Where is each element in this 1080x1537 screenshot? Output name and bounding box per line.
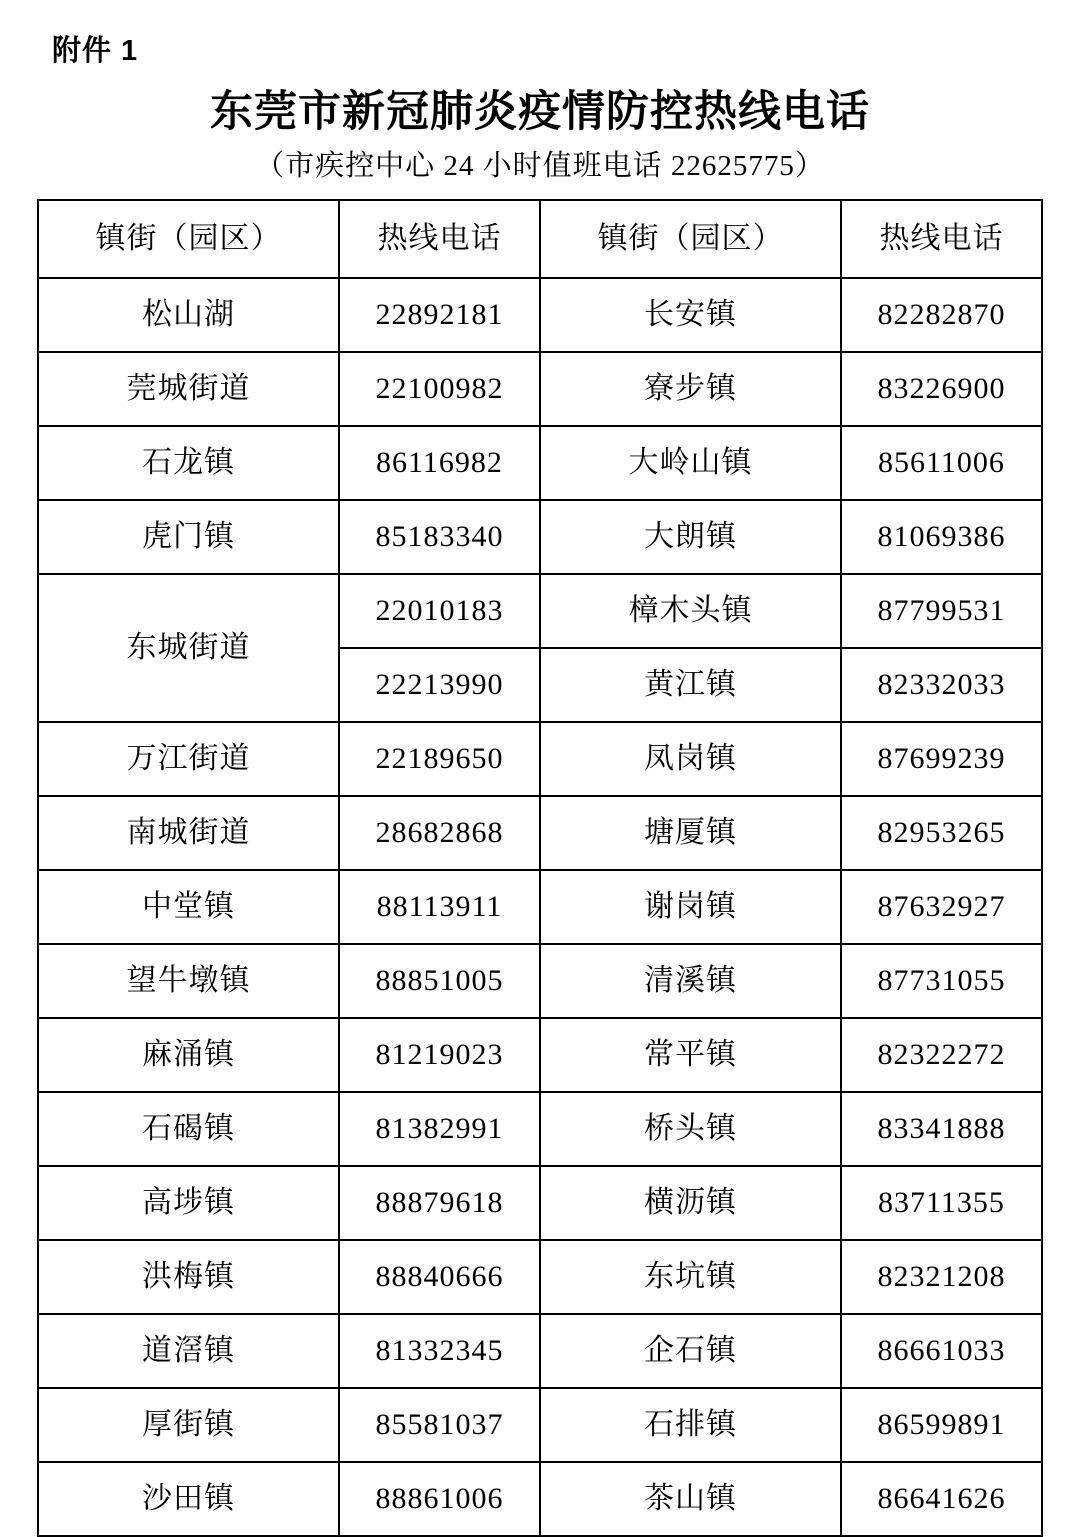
cell-town-left: 沙田镇 — [38, 1462, 339, 1536]
table-row — [38, 500, 1042, 574]
cell-town-right: 长安镇 — [540, 278, 841, 352]
table-row — [38, 1018, 1042, 1092]
table-row — [38, 426, 1042, 500]
cell-town-left: 石龙镇 — [38, 426, 339, 500]
cell-town-right: 塘厦镇 — [540, 796, 841, 870]
cell-phone-left: 81219023 — [339, 1018, 540, 1092]
cell-phone-left: 28682868 — [339, 796, 540, 870]
table-row — [38, 352, 1042, 426]
cell-phone-left: 85183340 — [339, 500, 540, 574]
cell-phone-left: 22213990 — [339, 648, 540, 722]
cell-phone-left: 22100982 — [339, 352, 540, 426]
cell-phone-left: 22892181 — [339, 278, 540, 352]
cell-phone-left: 81332345 — [339, 1314, 540, 1388]
table-row — [38, 574, 1042, 648]
page-title: 东莞市新冠肺炎疫情防控热线电话 — [210, 88, 870, 136]
cell-town-left: 石碣镇 — [38, 1092, 339, 1166]
cell-town-left: 莞城街道 — [38, 352, 339, 426]
table-row — [38, 944, 1042, 1018]
table-row — [38, 1314, 1042, 1388]
cell-town-left: 洪梅镇 — [38, 1240, 339, 1314]
cell-phone-left: 85581037 — [339, 1388, 540, 1462]
cell-phone-right: 81069386 — [841, 500, 1042, 574]
cell-phone-right: 85611006 — [841, 426, 1042, 500]
cell-phone-left: 86116982 — [339, 426, 540, 500]
table-header-row — [38, 200, 1042, 278]
cell-town-left: 麻涌镇 — [38, 1018, 339, 1092]
cell-phone-right: 87699239 — [841, 722, 1042, 796]
cell-town-right: 谢岗镇 — [540, 870, 841, 944]
cell-phone-right: 87799531 — [841, 574, 1042, 648]
cell-phone-right: 82282870 — [841, 278, 1042, 352]
cell-town-right: 樟木头镇 — [540, 574, 841, 648]
table-row — [38, 1166, 1042, 1240]
cell-town-right: 常平镇 — [540, 1018, 841, 1092]
cell-phone-right: 86599891 — [841, 1388, 1042, 1462]
cell-phone-right: 82332033 — [841, 648, 1042, 722]
table-row — [38, 1462, 1042, 1536]
column-header-town-left: 镇街（园区） — [38, 200, 339, 278]
cell-town-right: 大岭山镇 — [540, 426, 841, 500]
cell-town-right: 茶山镇 — [540, 1462, 841, 1536]
cell-town-left: 望牛墩镇 — [38, 944, 339, 1018]
cell-town-right: 横沥镇 — [540, 1166, 841, 1240]
cell-town-left: 道滘镇 — [38, 1314, 339, 1388]
cell-phone-right: 87731055 — [841, 944, 1042, 1018]
table-row — [38, 1092, 1042, 1166]
cell-phone-right: 82321208 — [841, 1240, 1042, 1314]
cell-town-right: 清溪镇 — [540, 944, 841, 1018]
cell-phone-left: 88840666 — [339, 1240, 540, 1314]
table-row — [38, 1240, 1042, 1314]
cell-phone-right: 83226900 — [841, 352, 1042, 426]
table-row — [38, 722, 1042, 796]
cell-phone-left: 22189650 — [339, 722, 540, 796]
table-row — [38, 796, 1042, 870]
cell-town-right: 黄江镇 — [540, 648, 841, 722]
attachment-label: 附件 1 — [52, 35, 139, 67]
cell-phone-right: 86661033 — [841, 1314, 1042, 1388]
cell-town-left: 南城街道 — [38, 796, 339, 870]
cell-town-right: 大朗镇 — [540, 500, 841, 574]
cell-town-left: 虎门镇 — [38, 500, 339, 574]
column-header-phone-right: 热线电话 — [841, 200, 1042, 278]
cell-phone-right: 87632927 — [841, 870, 1042, 944]
cell-town-right: 东坑镇 — [540, 1240, 841, 1314]
column-header-town-right: 镇街（园区） — [540, 200, 841, 278]
cell-town-left: 松山湖 — [38, 278, 339, 352]
cell-phone-right: 82953265 — [841, 796, 1042, 870]
table-row — [38, 870, 1042, 944]
cell-phone-left: 22010183 — [339, 574, 540, 648]
cell-town-left: 东城街道 — [38, 574, 339, 722]
cell-phone-left: 88879618 — [339, 1166, 540, 1240]
cell-town-left: 高埗镇 — [38, 1166, 339, 1240]
table-row — [38, 1388, 1042, 1462]
cell-phone-left: 88861006 — [339, 1462, 540, 1536]
cell-phone-left: 88851005 — [339, 944, 540, 1018]
cell-phone-right: 83341888 — [841, 1092, 1042, 1166]
cell-town-left: 万江街道 — [38, 722, 339, 796]
cell-town-left: 厚街镇 — [38, 1388, 339, 1462]
table-body — [38, 278, 1042, 1536]
table-row — [38, 278, 1042, 352]
cell-town-right: 凤岗镇 — [540, 722, 841, 796]
cell-town-right: 寮步镇 — [540, 352, 841, 426]
cell-town-left: 中堂镇 — [38, 870, 339, 944]
cell-town-right: 桥头镇 — [540, 1092, 841, 1166]
cell-phone-right: 86641626 — [841, 1462, 1042, 1536]
hotline-table — [37, 199, 1043, 1537]
cell-phone-right: 83711355 — [841, 1166, 1042, 1240]
cell-phone-right: 82322272 — [841, 1018, 1042, 1092]
cell-town-right: 企石镇 — [540, 1314, 841, 1388]
column-header-phone-left: 热线电话 — [339, 200, 540, 278]
page-subtitle: （市疾控中心 24 小时值班电话 22625775） — [255, 149, 825, 182]
cell-town-right: 石排镇 — [540, 1388, 841, 1462]
cell-phone-left: 81382991 — [339, 1092, 540, 1166]
cell-phone-left: 88113911 — [339, 870, 540, 944]
